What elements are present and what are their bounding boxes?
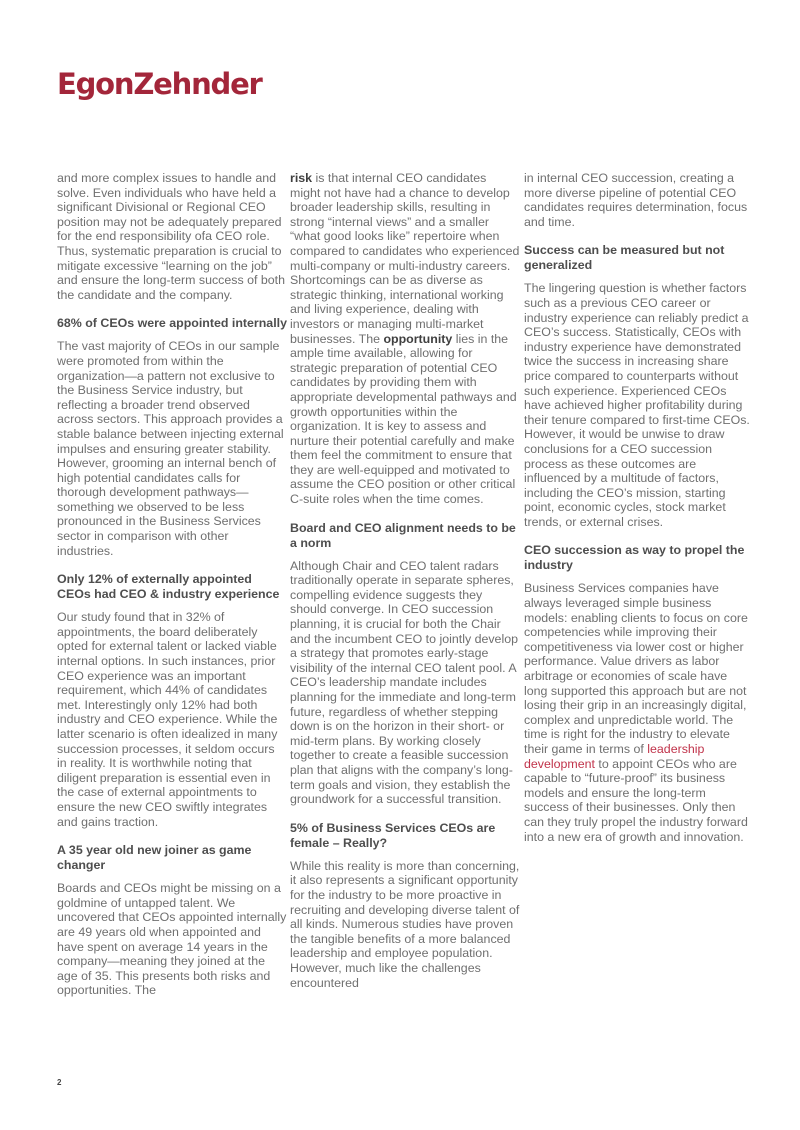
section-heading: CEO succession as way to propel the industry (524, 543, 745, 573)
bold-term-opportunity: opportunity (383, 331, 453, 346)
egon-zehnder-logo: EgonZehnder (57, 67, 262, 101)
paragraph: While this reality is more than concerning, it also represents a significant opportunity for the industry to be more proactive in recruiting and developing diverse talent of all kinds. Numerous studies have proven the tangible benefits of a more balanced leadership and employee population. However, much like the challenges encountered (290, 858, 520, 990)
paragraph: The vast majority of CEOs in our sample were promoted from within the organization—a pattern not exclusive to the Business Service industry, but reflecting a broader trend observed across sectors. This approach provides a stable balance between injecting external impulses and ensuring greater stability. However, grooming an internal bench of high potential candidates calls for thorough development pathways—something we observed to be less pronounced in the Business Services sector in comparison with other industries. (57, 339, 284, 558)
paragraph: Boards and CEOs might be missing on a goldmine of untapped talent. We uncovered that CEOs appointed internally are 49 years old when appointed and have spent on average 14 years in the company—meaning they joined at the age of 35. This presents both risks and opportunities. The (57, 881, 287, 998)
leadership-development-link[interactable]: leadership development (524, 742, 705, 771)
paragraph: and more complex issues to handle and solve. Even individuals who have held a significant Divisional or Regional CEO position may not be adequately prepared for the end responsibility ofa CEO role. Thus, systematic preparation is crucial to mitigate excessive “learning on the job” and ensure the long-term success of both the candidate and the company. (57, 171, 285, 302)
column-right (524, 171, 754, 858)
paragraph: in internal CEO succession, creating a more diverse pipeline of potential CEO candidates requires determination, focus and time. (524, 171, 748, 229)
page-number: 2 (57, 1078, 62, 1087)
paragraph: Our study found that in 32% of appointments, the board deliberately opted for external talent or lacked viable internal options. In such instances, prior CEO experience was an important requirement, which 44% of candidates met. Interestingly only 12% had both industry and CEO experience. While the latter scenario is often idealized in many succession processes, it seldom occurs in reality. It is worthwhile noting that diligent preparation is essential even in the case of external appointments to ensure the new CEO swiftly integrates and gains traction. (57, 610, 278, 829)
text-span: lies in the ample time available, allowing for strategic preparation of potential CEO candidates by providing them with appropriate developmental pathways and growth opportunities within the organization. It is key to assess and nurture their potential carefully and make them feel the commitment to ensure that they are well-equipped and motivated to assume the CEO position or other critical C-suite roles when the time comes. (290, 331, 517, 507)
bold-term-risk: risk (290, 171, 313, 185)
paragraph (524, 581, 754, 844)
section-heading: 68% of CEOs were appointed internally (57, 316, 287, 331)
paragraph: The lingering question is whether factors such as a previous CEO career or industry experience can reliably predict a CEO’s success. Statistically, CEOs with industry experience have demonstrated twice the success in increasing share price compared to counterparts without such experience. Experienced CEOs have achieved higher profitability during their tenure compared to first-time CEOs. However, it would be unwise to draw conclusions for a CEO succession process as these outcomes are influenced by a multitude of factors, including the CEO’s mission, starting point, economic cycles, stock market trends, or external crises. (524, 281, 750, 529)
section-heading: A 35 year old new joiner as game changer (57, 843, 252, 873)
text-span: to appoint CEOs who are capable to “future-proof” its business models and ensure the long-term success of their businesses. Only then can they truly propel the industry forward into a new era of growth and innovation. (524, 756, 748, 844)
section-heading: Success can be measured but not generalized (524, 243, 725, 273)
section-heading: Only 12% of externally appointed CEOs had CEO & industry experience (57, 572, 280, 602)
column-left (57, 171, 287, 1012)
text-span: is that internal CEO candidates might not have had a chance to develop broader leadership skills, resulting in strong “internal views” and a smaller “what good looks like” repertoire when compared to candidates who experienced multi-company or multi-industry careers. Shortcomings can be as diverse as strategic thinking, international working and living experience, dealing with investors or managing multi-market businesses. The (290, 171, 520, 346)
paragraph: Although Chair and CEO talent radars traditionally operate in separate spheres, compelling evidence suggests they should converge. In CEO succession planning, it is crucial for both the Chair and the incumbent CEO to jointly develop a strategy that promotes early-stage visibility of the internal CEO talent pool. A CEO’s leadership mandate includes planning for the immediate and long-term future, regardless of whether stepping down is on the horizon in their short- or mid-term plans. By working closely together to create a feasible succession plan that aligns with the company’s long-term goals and vision, they establish the groundwork for a successful transition. (290, 558, 518, 807)
section-heading: Board and CEO alignment needs to be a norm (290, 520, 516, 550)
column-middle (290, 171, 520, 1004)
paragraph (290, 171, 520, 507)
section-heading: 5% of Business Services CEOs are female – Really? (290, 820, 496, 850)
text-span: Business Services companies have always leveraged simple business models: enabling clients to focus on core competencies while improving their competitiveness via lower cost or higher performance. Value drivers as labor arbitrage or economies of scale have long supported this approach but are not losing their grip in an increasingly digital, complex and unpredictable world. The time is right for the industry to elevate their game in terms of (524, 581, 748, 756)
